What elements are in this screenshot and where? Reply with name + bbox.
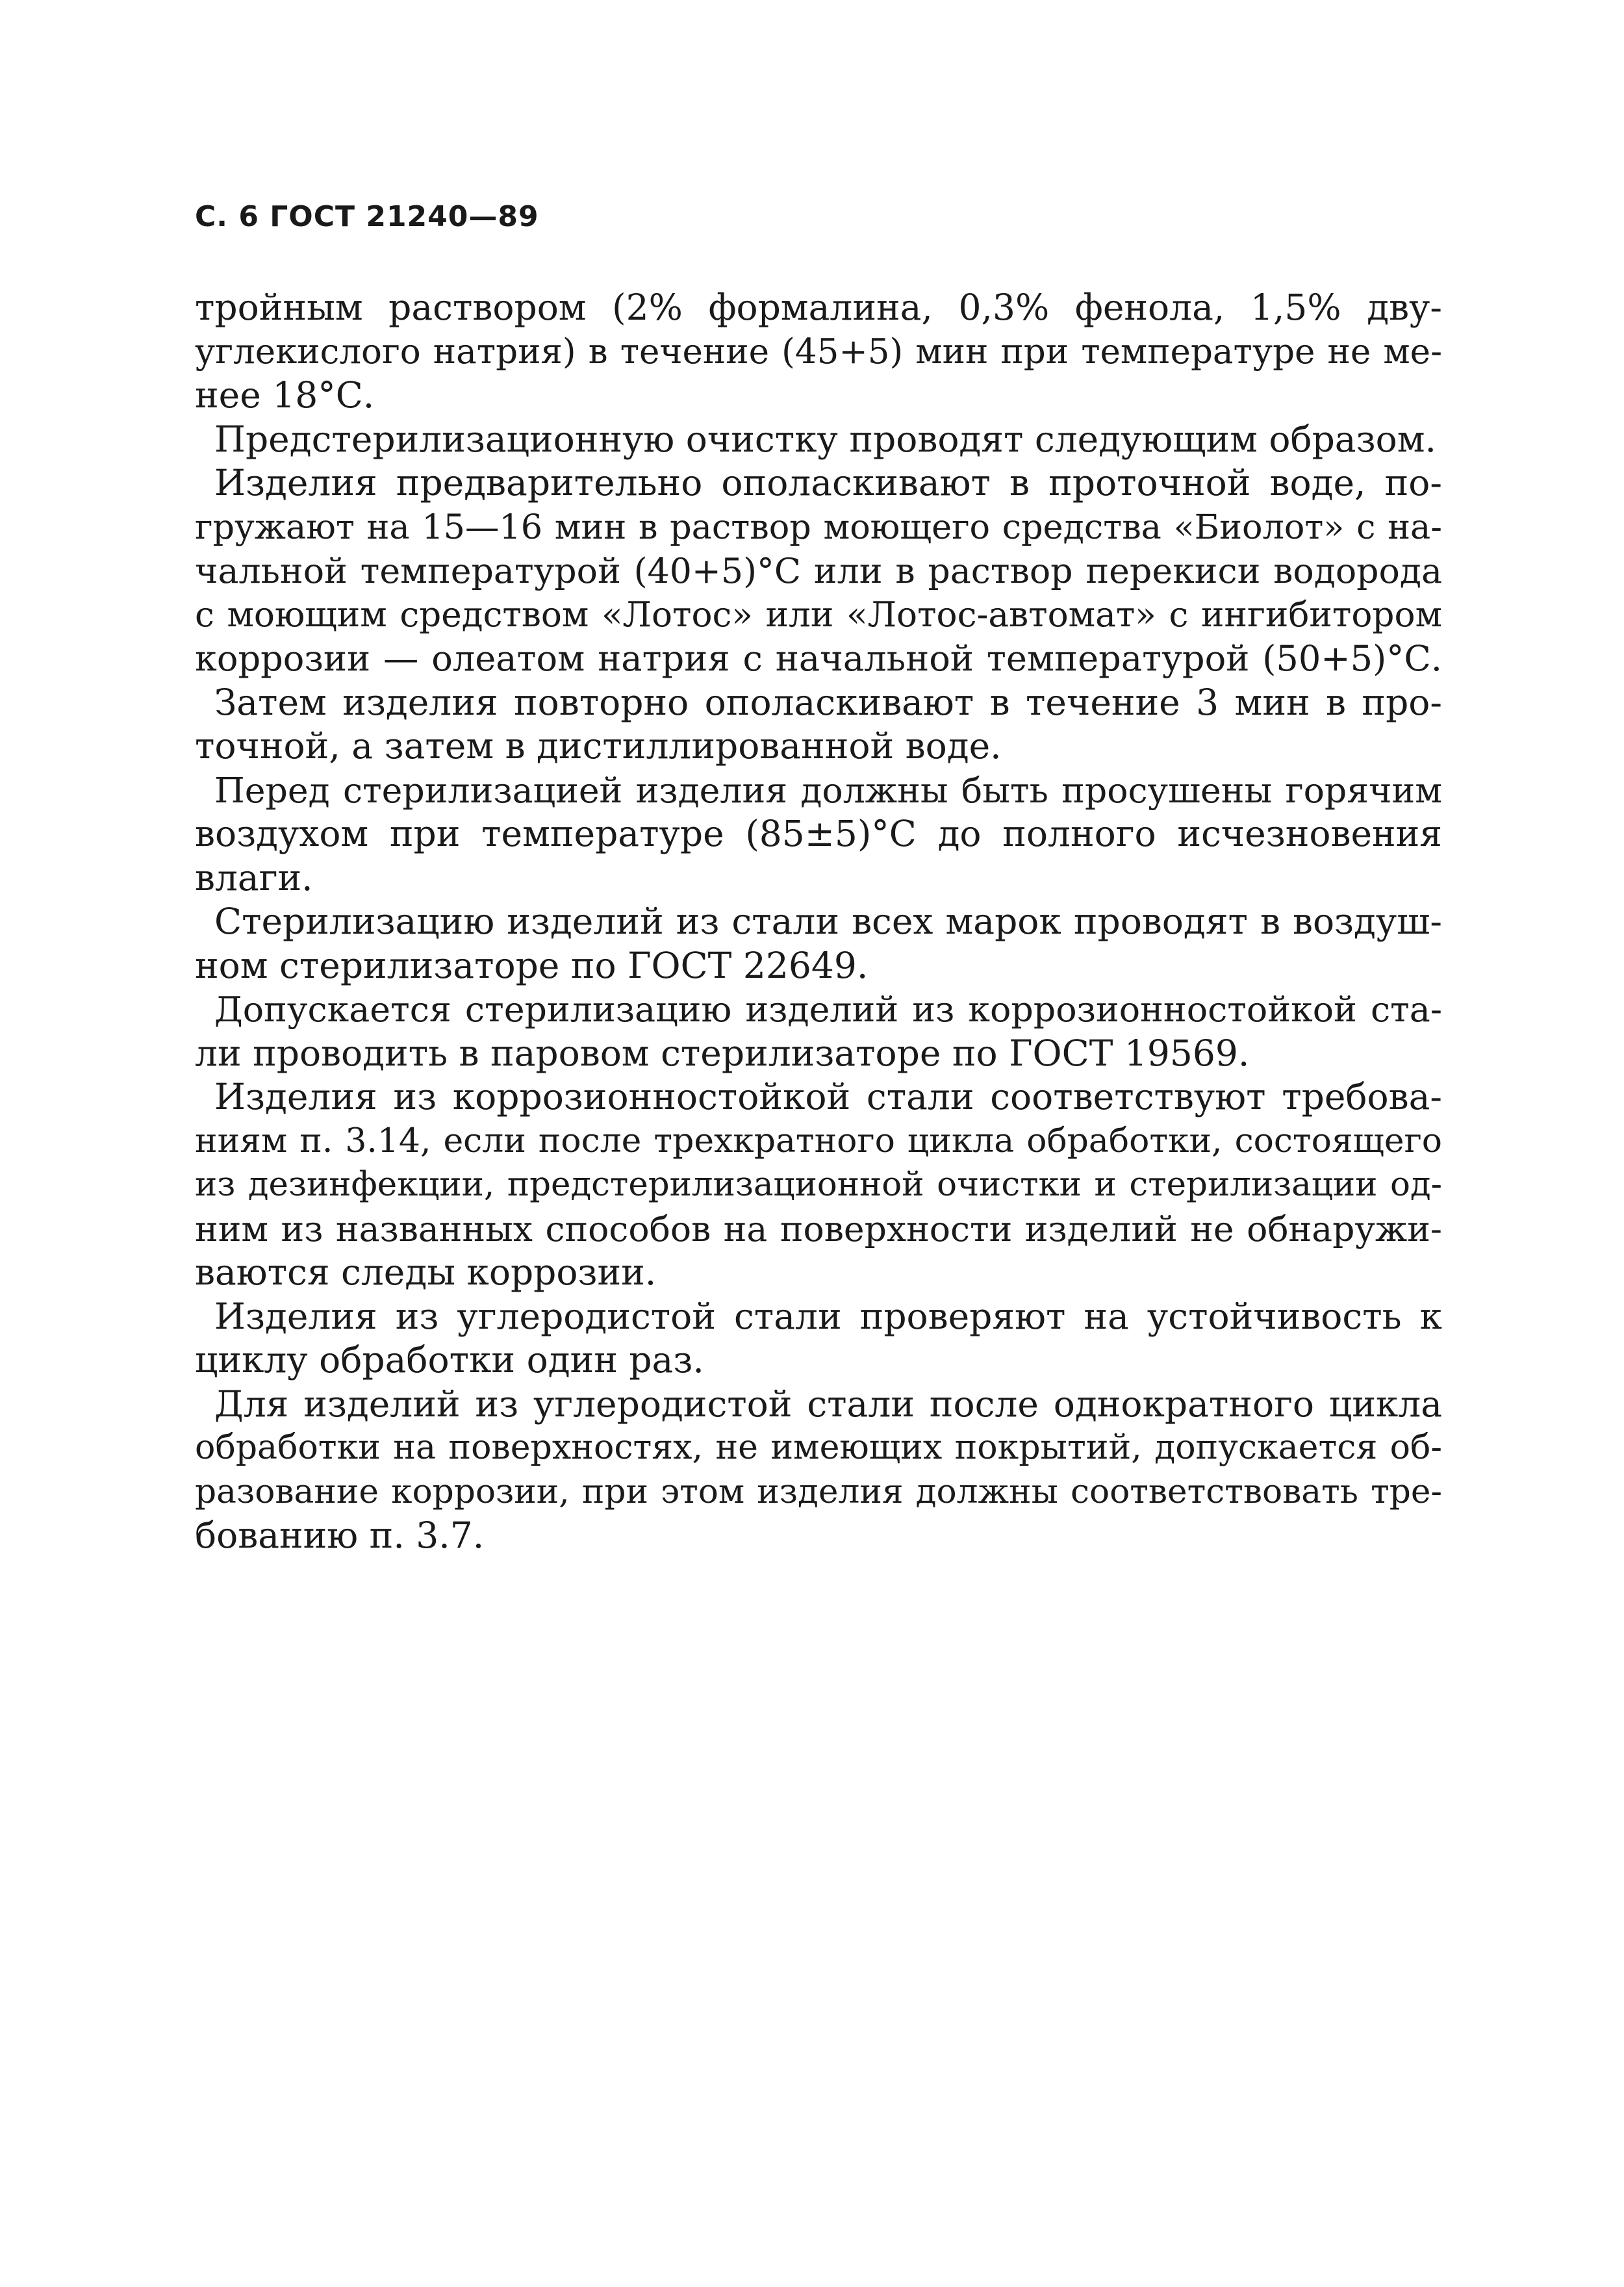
text-line: Стерилизацию изделий из стали всех марок проводят в воздуш- xyxy=(214,901,1442,942)
text-line: Затем изделия повторно ополаскивают в течение 3 мин в про- xyxy=(214,681,1442,723)
text-line: Для изделий из углеродистой стали после однократного цикла xyxy=(214,1383,1442,1425)
text-line: точной, а затем в дистиллированной воде. xyxy=(195,725,1002,767)
text-line: обработки на поверхностях, не имеющих покрытий, допускается об- xyxy=(195,1428,1442,1467)
text-line: Изделия из коррозионностойкой стали соответствуют требова- xyxy=(214,1076,1442,1118)
text-line: Перед стерилизацией изделия должны быть просушены горячим xyxy=(214,769,1442,811)
text-line: воздухом при температуре (85±5)°С до полного исчезновения xyxy=(195,813,1442,854)
text-line: бованию п. 3.7. xyxy=(195,1514,485,1556)
text-line: Изделия из углеродистой стали проверяют на устойчивость к xyxy=(214,1295,1442,1337)
body-text xyxy=(195,286,1442,1558)
text-line: с моющим средством «Лотос» или «Лотос-автомат» с ингибитором xyxy=(195,594,1442,635)
text-line: ваются следы коррозии. xyxy=(195,1251,657,1293)
text-line: коррозии — олеатом натрия с начальной температурой (50+5)°С. xyxy=(195,638,1442,679)
text-line: ли проводить в паровом стерилизаторе по ГОСТ 19569. xyxy=(195,1032,1250,1074)
text-line: чальной температурой (40+5)°С или в раствор перекиси водорода xyxy=(195,550,1442,591)
text-line: нее 18°С. xyxy=(195,374,375,416)
text-line: циклу обработки один раз. xyxy=(195,1339,704,1381)
text-line: разование коррозии, при этом изделия должны соответствовать тре- xyxy=(195,1472,1442,1511)
text-line: влаги. xyxy=(195,856,313,899)
text-line: углекислого натрия) в течение (45+5) мин при температуре не ме- xyxy=(195,331,1442,372)
text-line: ном стерилизаторе по ГОСТ 22649. xyxy=(195,944,869,986)
text-line: Допускается стерилизацию изделий из коррозионностойкой ста- xyxy=(214,989,1442,1030)
page-header: С. 6 ГОСТ 21240—89 xyxy=(195,200,539,233)
text-line: ниям п. 3.14, если после трехкратного цикла обработки, состоящего xyxy=(195,1121,1442,1160)
text-line: тройным раствором (2% формалина, 0,3% фенола, 1,5% дву- xyxy=(195,287,1442,328)
text-line: ним из названных способов на поверхности изделий не обнаружи- xyxy=(195,1208,1442,1249)
text-line: Изделия предварительно ополаскивают в проточной воде, по- xyxy=(214,462,1442,504)
text-line: из дезинфекции, предстерилизационной очистки и стерилизации од- xyxy=(195,1165,1442,1204)
text-line: Предстерилизационную очистку проводят следующим образом. xyxy=(214,418,1436,460)
text-line: гружают на 15—16 мин в раствор моющего средства «Биолот» с на- xyxy=(195,507,1442,547)
